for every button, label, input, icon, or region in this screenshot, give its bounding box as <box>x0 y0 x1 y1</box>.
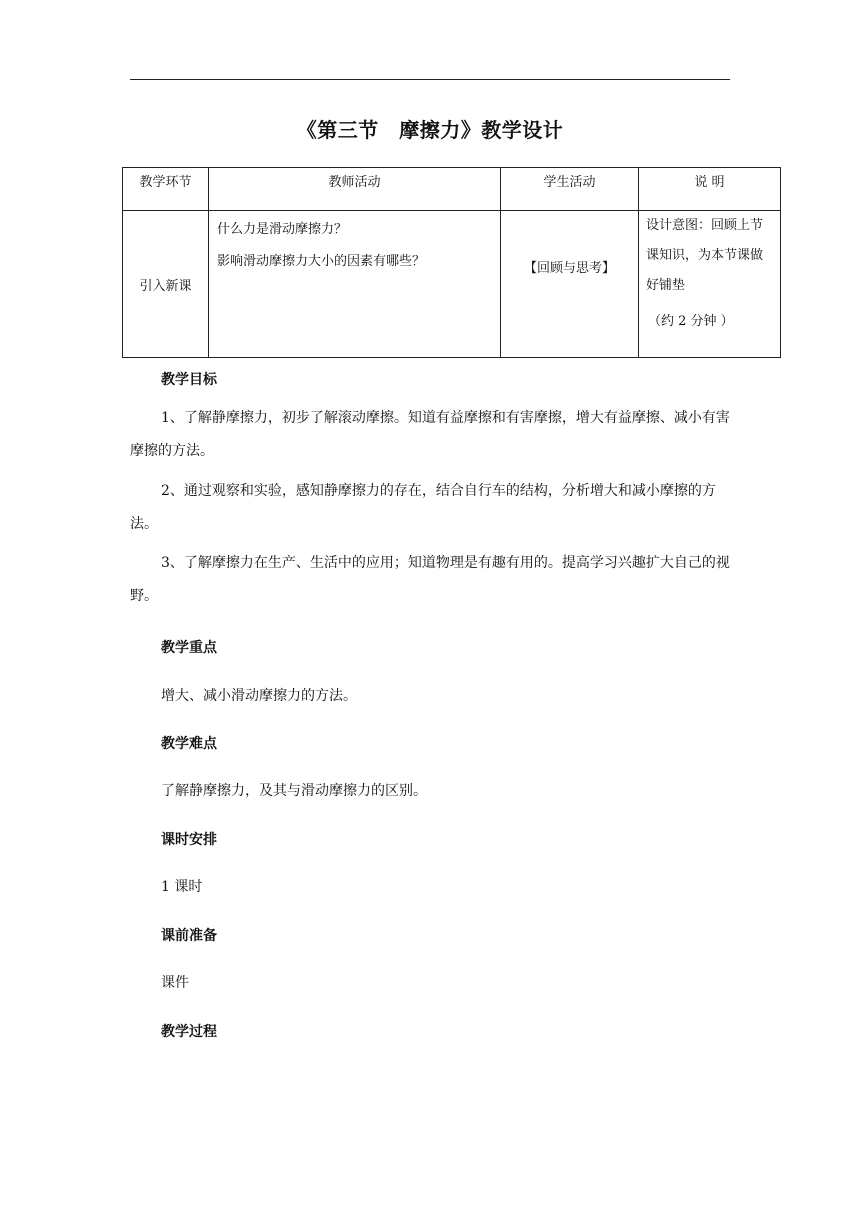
header-notes: 说 明 <box>639 168 781 211</box>
student-activity-cell: 【回顾与思考】 <box>501 211 639 358</box>
schedule-heading: 课时安排 <box>161 832 217 848</box>
difficulty-heading: 教学难点 <box>161 736 217 752</box>
lesson-plan-table <box>122 167 781 358</box>
duration-note: （约 2 分钟 ） <box>648 314 734 329</box>
objective-3: 3、了解摩擦力在生产、生活中的应用；知道物理是有趣有用的。提高学习兴趣扩大自己的视野。 <box>130 555 730 604</box>
header-rule <box>130 79 730 80</box>
preparation-text: 课件 <box>161 975 189 991</box>
table-header-row <box>123 168 781 211</box>
document-title: 《第三节 摩擦力》教学设计 <box>296 118 564 142</box>
design-intent: 设计意图：回顾上节课知识，为本节课做好铺垫 <box>646 218 764 293</box>
header-teacher-activity: 教师活动 <box>209 168 501 211</box>
header-stage: 教学环节 <box>123 168 209 211</box>
objective-2: 2、通过观察和实验，感知静摩擦力的存在，结合自行车的结构，分析增大和减小摩擦的方法。 <box>130 483 716 532</box>
stage-cell: 引入新课 <box>123 211 209 358</box>
header-student-activity: 学生活动 <box>501 168 639 211</box>
key-point-heading: 教学重点 <box>161 640 217 656</box>
teacher-question-1: 什么力是滑动摩擦力？ <box>217 222 348 237</box>
teacher-question-2: 影响滑动摩擦力大小的因素有哪些？ <box>217 254 426 269</box>
key-point-text: 增大、减小滑动摩擦力的方法。 <box>161 688 357 704</box>
objective-1: 1、了解静摩擦力，初步了解滚动摩擦。知道有益摩擦和有害摩擦，增大有益摩擦、减小有害摩擦的方法。 <box>130 410 730 459</box>
table-row <box>123 211 781 358</box>
notes-cell <box>639 211 781 358</box>
objectives-heading: 教学目标 <box>161 372 217 388</box>
process-heading: 教学过程 <box>161 1024 217 1040</box>
preparation-heading: 课前准备 <box>161 928 217 944</box>
schedule-text: 1 课时 <box>161 879 203 895</box>
difficulty-text: 了解静摩擦力，及其与滑动摩擦力的区别。 <box>161 783 427 799</box>
teacher-activity-cell <box>209 211 501 358</box>
